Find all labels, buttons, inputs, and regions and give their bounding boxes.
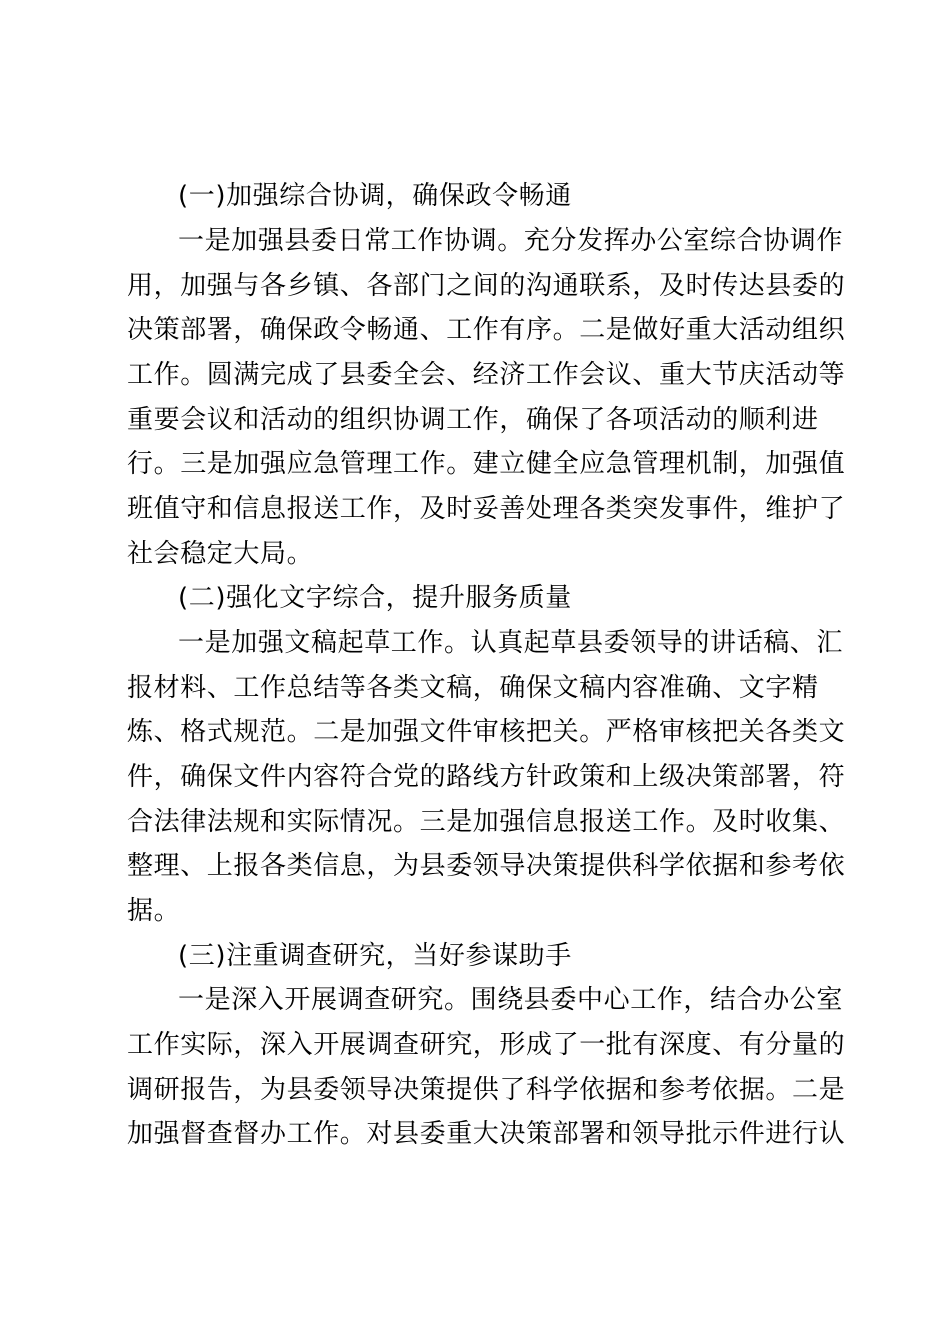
paragraph-line: 工作实际，深入开展调查研究，形成了一批有深度、有分量的 [127,1030,846,1060]
paragraph-line: 整理、上报各类信息，为县委领导决策提供科学依据和参考依 [127,851,846,881]
paragraph-line: 据。 [127,896,181,926]
section-heading-3: (三)注重调查研究，当好参谋助手 [178,941,572,971]
paragraph-line: 加强督查督办工作。对县委重大决策部署和领导批示件进行认 [127,1119,846,1149]
paragraph-line: 班值守和信息报送工作，及时妥善处理各类突发事件，维护了 [127,494,846,524]
paragraph-line: 一是加强文稿起草工作。认真起草县委领导的讲话稿、汇 [178,628,844,658]
paragraph-line: 重要会议和活动的组织协调工作，确保了各项活动的顺利进 [127,405,819,435]
paragraph-line: 工作。圆满完成了县委全会、经济工作会议、重大节庆活动等 [127,360,846,390]
paragraph-line: 件，确保文件内容符合党的路线方针政策和上级决策部署，符 [127,762,846,792]
section-heading-1: (一)加强综合协调，确保政令畅通 [178,181,572,211]
paragraph-line: 行。三是加强应急管理工作。建立健全应急管理机制，加强值 [127,449,846,479]
paragraph-line: 一是深入开展调查研究。围绕县委中心工作，结合办公室 [178,985,844,1015]
paragraph-line: 一是加强县委日常工作协调。充分发挥办公室综合协调作 [178,226,844,256]
paragraph-line: 合法律法规和实际情况。三是加强信息报送工作。及时收集、 [127,807,846,837]
paragraph-line: 炼、格式规范。二是加强文件审核把关。严格审核把关各类文 [127,717,846,747]
paragraph-line: 用，加强与各乡镇、各部门之间的沟通联系，及时传达县委的 [127,271,846,301]
paragraph-line: 决策部署，确保政令畅通、工作有序。二是做好重大活动组织 [127,315,846,345]
paragraph-line: 社会稳定大局。 [127,539,314,569]
section-heading-2: (二)强化文字综合，提升服务质量 [178,583,572,613]
paragraph-line: 报材料、工作总结等各类文稿，确保文稿内容准确、文字精 [127,673,819,703]
paragraph-line: 调研报告，为县委领导决策提供了科学依据和参考依据。二是 [127,1075,846,1105]
